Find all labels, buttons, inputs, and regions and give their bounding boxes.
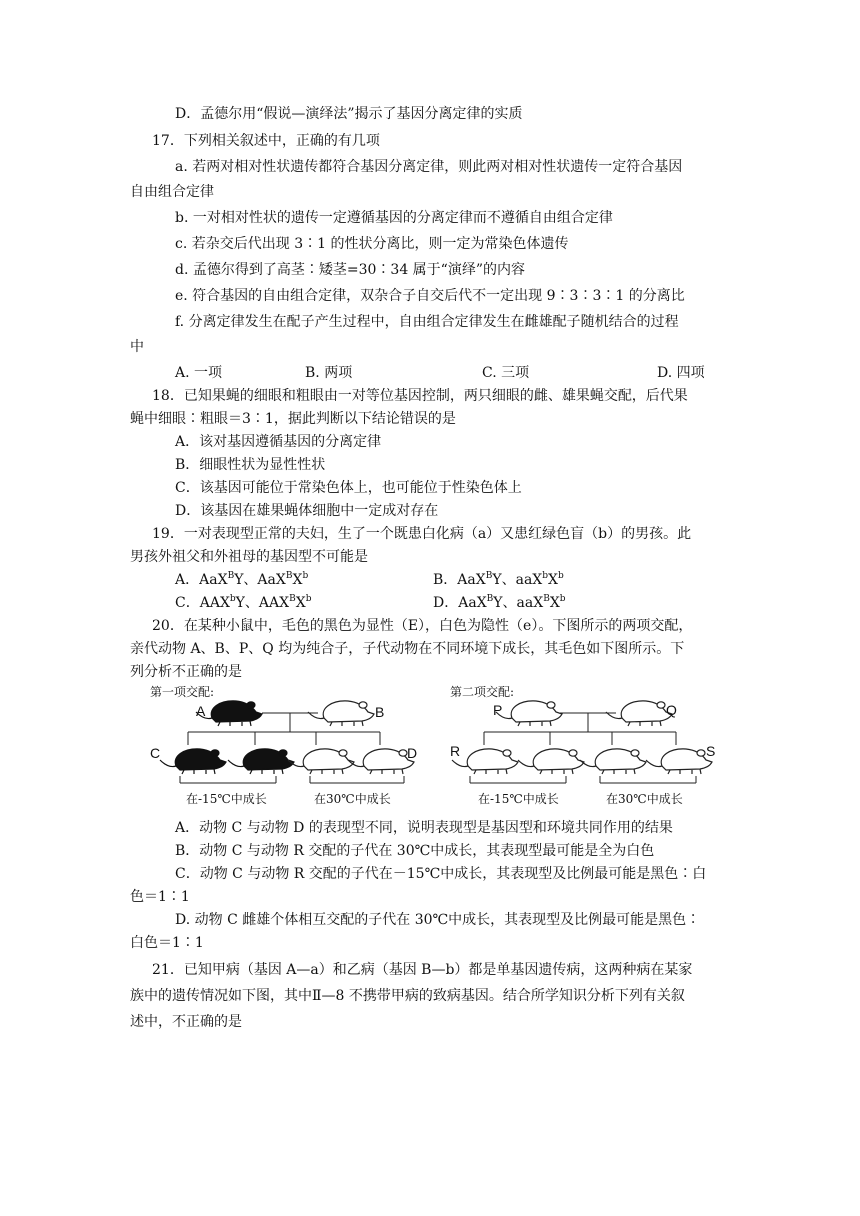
q17-statement-f: f. 分离定律发生在配子产生过程中，自由组合定律发生在雌雄配子随机结合的过程 — [175, 314, 679, 330]
label-q: Q — [666, 702, 677, 718]
q18-option-b: B．细眼性状为显性性状 — [175, 457, 326, 473]
q17-statement-a: a. 若两对相对性状遗传都符合基因分离定律，则此两对相对性状遗传一定符合基因 — [175, 159, 683, 175]
q21-stem-cont-2: 述中，不正确的是 — [130, 1014, 242, 1030]
q19-stem: 19．一对表现型正常的夫妇，生了一个既患白化病（a）又患红绿色盲（b）的男孩。此 — [152, 526, 692, 542]
q17-option-d: D. 四项 — [657, 365, 705, 381]
q21-stem-cont-1: 族中的遗传情况如下图，其中Ⅱ—8 不携带甲病的致病基因。结合所学知识分析下列有关叙 — [130, 988, 685, 1004]
q20-option-c: C．动物 C 与动物 R 交配的子代在－15℃中成长，其表现型及比例最可能是黑色∶白 — [175, 866, 707, 882]
q19-option-c: C．AAX$^b$Y、$AAX^BX^b$ — [175, 594, 312, 611]
cross1-title: 第一项交配: — [150, 685, 215, 699]
cross2-title: 第二项交配: — [450, 685, 515, 699]
q20-stem: 20．在某种小鼠中，毛色的黑色为显性（E），白色为隐性（e）。下图所示的两项交配， — [152, 618, 693, 634]
mouse-c1-black — [160, 749, 226, 774]
label-b: B — [375, 704, 385, 720]
label-s: S — [706, 743, 716, 759]
q19-option-a: A．AaX$^B$Y、$AaX^BX^b$ — [175, 571, 309, 588]
q18-option-d: D．该基因在雄果蝇体细胞中一定成对存在 — [175, 503, 439, 519]
mouse-a-black — [196, 701, 262, 726]
q18-option-a: A．该对基因遵循基因的分离定律 — [175, 434, 382, 450]
label-p: P — [493, 702, 503, 718]
q17-statement-b: b. 一对相对性状的遗传一定遵循基因的分离定律而不遵循自由组合定律 — [175, 210, 613, 226]
cross2-lines — [470, 713, 696, 783]
q20-option-b: B．动物 C 与动物 R 交配的子代在 30℃中成长，其表现型最可能是全为白色 — [175, 843, 655, 859]
q17-statement-d: d. 孟德尔得到了高茎∶矮茎=30∶34 属于“演绎”的内容 — [175, 262, 525, 278]
mouse-r1-white — [452, 749, 518, 774]
q17-statement-a-cont: 自由组合定律 — [130, 184, 214, 200]
q17-statement-e: e. 符合基因的自由组合定律，双杂合子自交后代不一定出现 9∶3∶3∶1 的分离比 — [175, 288, 685, 304]
q20-option-c-cont: 色＝1∶1 — [130, 889, 190, 905]
q18-stem-cont: 蝇中细眼∶粗眼＝3∶1，据此判断以下结论错误的是 — [130, 411, 456, 427]
caption-warm-2: 在30℃中成长 — [606, 792, 683, 806]
label-d: D — [407, 745, 418, 761]
q16-option-d: D．孟德尔用“假说—演绎法”揭示了基因分离定律的实质 — [175, 106, 523, 122]
mouse-d1-white — [288, 749, 354, 774]
caption-warm-1: 在30℃中成长 — [314, 792, 391, 806]
mouse-d2-white — [348, 749, 414, 774]
mouse-s1-white — [580, 749, 646, 774]
caption-cold-1: 在-15℃中成长 — [186, 792, 267, 806]
q17-statement-c: c. 若杂交后代出现 3∶1 的性状分离比，则一定为常染色体遗传 — [175, 236, 569, 252]
q20-option-d-cont: 白色＝1∶1 — [130, 935, 204, 951]
caption-cold-2: 在-15℃中成长 — [478, 792, 559, 806]
q19-option-b: B．AaX$^B$Y、$aaX^bX^b$ — [433, 571, 564, 588]
label-c: C — [150, 745, 161, 761]
q18-stem: 18．已知果蝇的细眼和粗眼由一对等位基因控制，两只细眼的雌、雄果蝇交配，后代果 — [152, 388, 688, 404]
mouse-r2-white — [518, 749, 584, 774]
mouse-c2-black — [228, 749, 294, 774]
q17-statement-f-cont: 中 — [130, 339, 144, 355]
q20-stem-cont-1: 亲代动物 A、B、P、Q 均为纯合子，子代动物在不同环境下成长，其毛色如下图所示。下 — [130, 641, 685, 657]
mouse-p-white — [496, 701, 562, 726]
q17-option-c: C. 三项 — [482, 365, 530, 381]
q20-stem-cont-2: 列分析不正确的是 — [130, 664, 242, 680]
q17-stem: 17．下列相关叙述中，正确的有几项 — [152, 133, 380, 149]
q19-option-d: D．AaX$^B$Y、$aaX^BX^b$ — [433, 594, 566, 611]
q18-option-c: C．该基因可能位于常染色体上，也可能位于性染色体上 — [175, 480, 522, 496]
q21-stem: 21．已知甲病（基因 A—a）和乙病（基因 B—b）都是单基因遗传病，这两种病在某家 — [152, 962, 693, 978]
label-a: A — [196, 703, 206, 719]
q19-stem-cont: 男孩外祖父和外祖母的基因型不可能是 — [130, 549, 368, 565]
label-r: R — [450, 743, 461, 759]
mouse-s2-white — [646, 749, 712, 774]
q20-option-d: D. 动物 C 雌雄个体相互交配的子代在 30℃中成长，其表现型及比例最可能是黑色∶ — [175, 912, 701, 928]
q17-option-b: B. 两项 — [305, 365, 353, 381]
q17-option-a: A. 一项 — [175, 365, 223, 381]
q20-option-a: A．动物 C 与动物 D 的表现型不同，说明表现型是基因型和环境共同作用的结果 — [175, 820, 673, 836]
